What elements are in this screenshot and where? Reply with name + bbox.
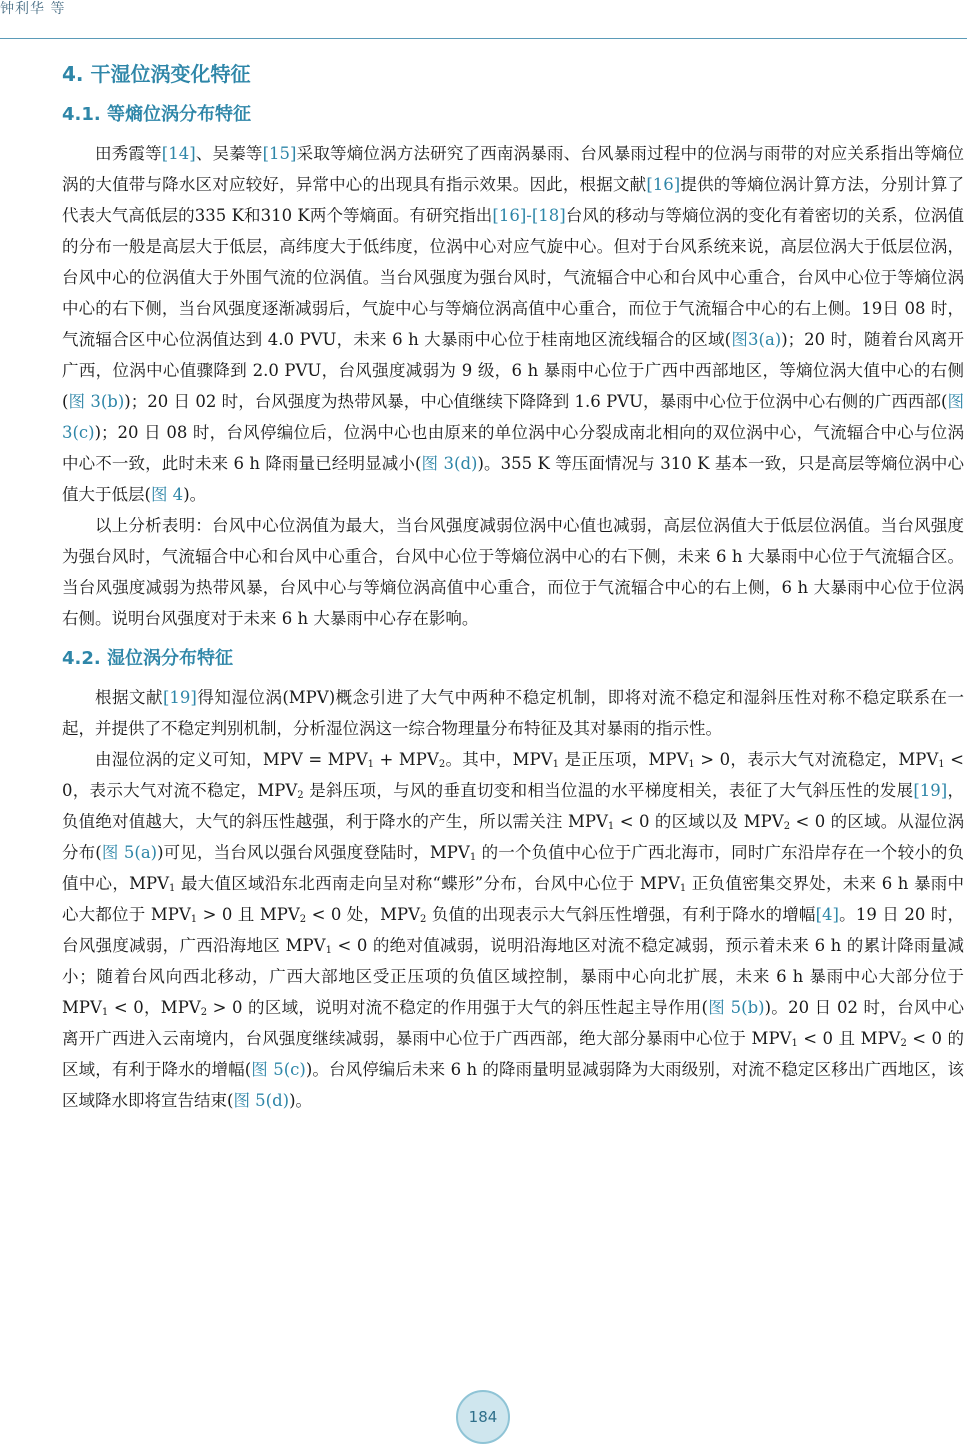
citation-link[interactable]: [19] (163, 688, 197, 707)
figure-link[interactable]: 图 5(a) (101, 843, 158, 862)
paragraph-isentropic-pv: 田秀霞等[14]、吴蓁等[15]采取等熵位涡方法研究了西南涡暴雨、台风暴雨过程中的位涡与雨带的对应关系指出等熵位涡的大值带与降水区对应较好，异常中心的出现具有指示效果。因此，根据文献[16]提供的等熵位涡计算方法，分别计算了代表大气高低层的335 K和310 K两个等熵面。有研究指出[16]-[18]台风的移动与等熵位涡的变化有着密切的关系，位涡值的分布一般是高层大于低层，高纬度大于低纬度，位涡中心对应气旋中心。但对于台风系统来说，高层位涡大于低层位涡，台风中心的位涡值大于外围气流的位涡值。当台风强度为强台风时，气流辐合中心和台风中心重合，台风中心位于等熵位涡中心的右下侧，当台风强度逐渐减弱后，气旋中心与等熵位涡高值中心重合，而位于气流辐合中心的右上侧。19日 08 时，气流辐合区中心位涡值达到 4.0 PVU，未来 6 h 大暴雨中心位于桂南地区流线辐合的区域(图3(a))；20 时，随着台风离开广西，位涡中心值骤降到 2.0 PVU，台风强度减弱为 9 级，6 h 暴雨中心位于广西中西部地区，等熵位涡大值中心的右侧(图 3(b))；20 日 02 时，台风强度为热带风暴，中心值继续下降降到 1.6 PVU，暴雨中心位于位涡中心右侧的广西西部(图 3(c))；20 日 08 时，台风停编位后，位涡中心也由原来的单位涡中心分裂成南北相向的双位涡中心，气流辐合中心与位涡中心不一致，此时未来 6 h 降雨量已经明显减小(图 3(d))。355 K 等压面情况与 310 K 基本一致，只是高层等熵位涡中心值大于低层(图 4)。 (62, 144, 965, 504)
paragraph-analysis-summary: 以上分析表明：台风中心位涡值为最大，当台风强度减弱位涡中心值也减弱，高层位涡值大于低层位涡值。当台风强度为强台风时，气流辐合中心和台风中心重合，台风中心位于等熵位涡中心的右下侧，未来 6 h 大暴雨中心位于气流辐合区。当台风强度减弱为热带风暴，台风中心与等熵位涡高值中心重合，而位于气流辐合中心的右上侧，6 h 大暴雨中心位于位涡右侧。说明台风强度对于未来 6 h 大暴雨中心存在影响。 (62, 516, 964, 628)
figure-link[interactable]: 图 3(d) (421, 454, 478, 473)
figure-link[interactable]: 图 5(b) (708, 998, 765, 1017)
citation-link[interactable]: [16] (646, 175, 681, 194)
citation-link[interactable]: [19] (913, 781, 948, 800)
paragraph-mpv-concept: 根据文献[19]得知湿位涡(MPV)概念引进了大气中两种不稳定机制，即将对流不稳定和湿斜压性对称不稳定联系在一起，并提供了不稳定判别机制，分析湿位涡这一综合物理量分布特征及其对暴雨的指示性。 (62, 688, 965, 738)
figure-link[interactable]: 图 5(d) (233, 1091, 290, 1110)
figure-link[interactable]: 图3(a) (731, 330, 782, 349)
paragraph-mpv-distribution: 由湿位涡的定义可知，MPV = $MPV_1 + MPV_2$。其中，$MPV_1$ 是正压项，$MPV_1 > 0$，表示大气对流稳定，$MPV_1 < 0$，表示大气对流不稳定，$MPV_2$ 是斜压项，与风的垂直切变和相当位温的水平梯度相关，表征了大气斜压性的发展[19]，负值绝对值越大，大气的斜压性越强，利于降水的产生，所以需关注 $MPV_1 < 0$ 的区域以及 $MPV_2 < 0$ 的区域。从湿位涡分布(图 5(a))可见，当台风以强台风强度登陆时，$MPV_1$ 的一个负值中心位于广西北海市，同时广东沿岸存在一个较小的负值中心，$MPV_1$ 最大值区域沿东北西南走向呈对称“蝶形”分布，台风中心位于 $MPV_1$ 正负值密集交界处，未来 6 h 暴雨中心大都位于 $MPV_1 > 0$ 且 $MPV_2 < 0$ 处，$MPV_2$ 负值的出现表示大气斜压性增强，有利于降水的增幅[4]。19 日 20 时，台风强度减弱，广西沿海地区 $MPV_1 < 0$ 的绝对值减弱，说明沿海地区对流不稳定减弱，预示着未来 6 h 的累计降雨量减小；随着台风向西北移动，广西大部地区受正压项的负值区域控制，暴雨中心向北扩展，未来 6 h 暴雨中心大部分位于 $MPV_1 < 0$，$MPV_2 > 0$ 的区域，说明对流不稳定的作用强于大气的斜压性起主导作用(图 5(b))。20 日 02 时，台风中心离开广西进入云南境内，台风强度继续减弱，暴雨中心位于广西西部，绝大部分暴雨中心位于 $MPV_1 < 0$ 且 $MPV_2 < 0$ 的区域，有利于降水的增幅(图 5(c))。台风停编后未来 6 h 的降雨量明显减弱降为大雨级别，对流不稳定区移出广西地区，该区域降水即将宣告结束(图 5(d))。 (62, 750, 965, 1110)
citation-link[interactable]: [16]-[18] (492, 206, 566, 225)
running-header (0, 0, 967, 39)
citation-link[interactable]: [15] (262, 144, 297, 163)
citation-link[interactable]: [4] (815, 905, 839, 924)
running-header-authors: 钟利华 等 (0, 1, 66, 17)
section-title: 4. 干湿位涡变化特征 (62, 62, 251, 86)
subsection-title-4-1: 4.1. 等熵位涡分布特征 (62, 104, 251, 125)
citation-link[interactable]: [14] (161, 144, 196, 163)
figure-link[interactable]: 图 3(b) (68, 392, 125, 411)
figure-link[interactable]: 图 5(c) (251, 1060, 306, 1079)
figure-link[interactable]: 图 4 (150, 485, 184, 504)
page-number: 184 (468, 1408, 498, 1426)
page-number-badge (456, 1390, 510, 1444)
figure-link[interactable]: 图 3(c) (62, 392, 964, 442)
paper-body (62, 52, 964, 1116)
subsection-title-4-2: 4.2. 湿位涡分布特征 (62, 648, 233, 669)
